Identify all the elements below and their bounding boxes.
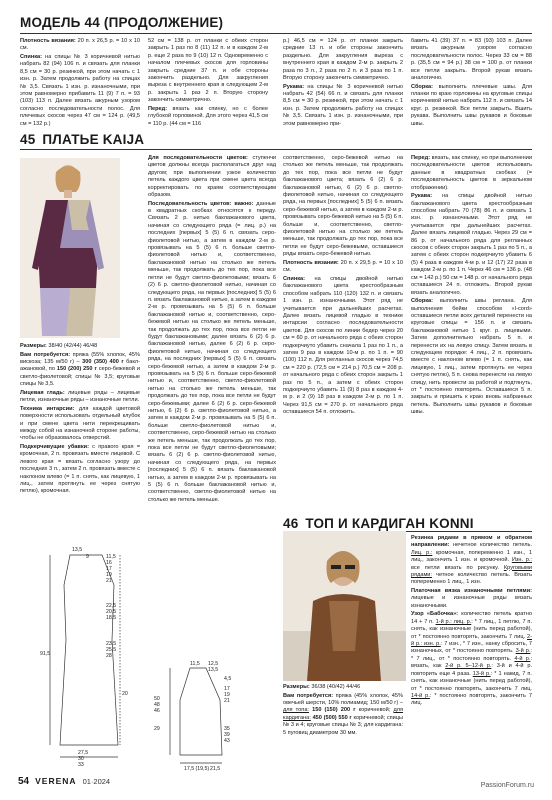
sleeve-schematic bbox=[150, 660, 278, 772]
site-watermark: PassionForum.ru bbox=[480, 782, 534, 789]
section-45-rule bbox=[20, 149, 532, 150]
schematic-dimension-label: 13,5 bbox=[208, 667, 219, 673]
schematic-dimension-label: 35 bbox=[224, 726, 230, 732]
section-44-col-4 bbox=[411, 38, 532, 148]
schematic-dimension-label: 20 bbox=[122, 691, 128, 697]
schematic-dimension-label: 39 bbox=[224, 732, 230, 738]
text-paragraph: Лицевая гладь: лицевые ряды – лицевые петли, изнаночные ряды – изнаночные петли. bbox=[20, 389, 140, 404]
schematic-dimension-label: 21,5 bbox=[210, 766, 221, 772]
text-paragraph: Спинка: на спицы двойной нитью баклажанового цвета крестообразным способом набрать 110 (120) 132 п. и связать 1 изн. р. изнаночными. Этот ряд не учитывается при дальнейших расчетах. Далее вязать лицевой гладью в технике интарсии согласно последовательности цветов. Для скосов по линии бедер через 20 см = 60 р. от начального ряда с обеих сторон подкерчиуто убавить сначала 1 раз по 1 п., а затем 9 раз в каждом 10-м р. по 1 п. = 90 (100) 112 п. Для регланных скосов через 74,5 см = 220 р. (72,5 см = 214 р.) 70,5 см = 208 р. от начального ряда с обеих сторон закрыть 1 раз по 5 п., а затем с обеих сторон подкерчиуто убавить 11 (9) 8 раз в каждом 4-м р. и 2 (9) 18 раз в каждом 2-м р. по 1 п. Через 91,5 см = 270 р. от начального ряда оставшиеся 54 п. отложить. bbox=[283, 275, 403, 416]
section-45-col-3 bbox=[283, 155, 403, 520]
schematic-dimension-label: 27,5 bbox=[78, 750, 89, 756]
text-paragraph: Перед: вязать, как спинку, но при выполнении последовательности цветов использовать данные в квадратных скобках (= последовательность цветов в зеркальном отображении). bbox=[411, 155, 532, 191]
text-paragraph: Для последовательности цветов: ступенчи цветов должны всегда располагаться друг над другом; при выполнении узкое количество петель каждого цвета при смене цвета всегда корректировать по краям соответствующим образом. bbox=[148, 155, 276, 199]
issue-number: 01·2024 bbox=[82, 776, 111, 786]
text-paragraph: Платочная вязка изнаночными петлями: лицевые и изнаночные ряды вязать изнаночными. bbox=[411, 588, 532, 609]
text-paragraph: Плотность вязания: 20 п. х 29,5 р. = 10 х 10 см. bbox=[283, 259, 403, 274]
section-44-title: МОДЕЛЬ 44 (ПРОДОЛЖЕНИЕ) bbox=[20, 15, 224, 30]
section-44-col-2 bbox=[148, 38, 268, 148]
schematic-dimension-label: 16 bbox=[106, 560, 112, 566]
dress-illustration bbox=[20, 158, 120, 338]
text-paragraph: бавить 41 (39) 37 п. = 83 (93) 103 п. Далее вязать ажурным узором согласно последовательности полос. Через 33 см = 88 р. (35,5 см = 94 р.) 38 см = 100 р. от планки все петли закрыть. Второй рукав вязать аналогично. bbox=[411, 38, 532, 82]
schematic-dimension-label: 9 bbox=[86, 554, 89, 560]
text-paragraph: Сборка: выполнить плечевые швы. Для планки по краю горловины на круговые спицы коричневой нитью набрать 112 п. и связать 14 круг. р. резинкой. Все петли закрыть. Вшить рукава. Выполнить швы рукавов и боковые швы. bbox=[411, 83, 532, 127]
text-paragraph: р.) 46,5 см = 124 р. от планки закрыть средние 13 п. и обе стороны закончить раздельно. Для закругления выреза с внутреннего края в каждом 2-м р. закрыть 2 раза по 3 п., 2 раза по 2 п. и 3 раза по 1 п. Вторую сторону закончить симметрично. bbox=[283, 38, 403, 82]
schematic-dimension-label: 30 bbox=[78, 756, 84, 762]
schematic-dimension-label: 12,5 bbox=[208, 661, 219, 667]
text-paragraph: 52 см = 138 р. от планки с обеих сторон закрыть 1 раз по 8 (11) 12 п. и в каждом 2-м р. еще 2 раза по 9 (10) 12 п. Одновременно с началом плечевых скосов для горловины закрыть средние 37 п. и обе стороны закончить раздельно. Для закругления выреза с внутреннего края в следующем 2-м р. закрыть 1 раз 2 п. Вторую сторону закончить симметрично. bbox=[148, 38, 268, 104]
schematic-dimension-label: 11,5 bbox=[106, 554, 116, 560]
schematic-dimension-label: 21 bbox=[224, 698, 230, 704]
section-46-number: 46 bbox=[283, 516, 299, 531]
text-paragraph: Резинка рядами в прямом и обратном направлении: нечетное количество петель. Лиц. р.: кромочная, попеременно 1 изн., 1 лиц., закончить 1 изн. и кромочной. Изн. р.: все петли вязать по рисунку. Круговыми рядами: четное количество петель. Вязать попеременно 1 лиц., 1 изн. bbox=[411, 535, 532, 586]
text-paragraph: Вам потребуется: пряжа (55% хлопок, 45% вискоза; 135 м/50 г) – 300 (350) 400 г баклажановой, по 150 (200) 250 г серо-бежевой и светло-фиолетовой; спицы № 3,5; круговые спицы № 3,5. bbox=[20, 351, 140, 388]
section-46-title: ТОП И КАРДИГАН KONNI bbox=[305, 516, 474, 531]
section-45-col-4 bbox=[411, 155, 532, 520]
schematic-dimension-label: 19 bbox=[224, 692, 230, 698]
text-paragraph: Узор «Бабочка»: количество петель кратно 14 + 7 п. 1-й р.: лиц. р.: * 7 лиц., 1 петлю, 7 п. снять, как изнаночные (нить перед работой), от * постоянно повторять, закончить 7 лиц. 2-й р.: изн. р.: 7 изн., * 7 изн., нанку сбросить, 7 изнаночных, от * постоянно повторять. 3-й р.: * 7 лиц., от * постоянно повторять. 4-й р.: вязать, как 2-й р. 5–12-й р.: 3-й и 4-й р. повторить еще 4 раза. 13-й р.: * 1 накид, 7 п. снять, как изнаночные (нить перед работой), от * постоянно повторять, закончить 7 лиц. 14-й р.: * постоянно повторять, закончить 7 лиц. bbox=[411, 611, 532, 707]
schematic-dimension-label: 21 bbox=[106, 578, 112, 584]
schematic-dimension-label: 43 bbox=[224, 738, 230, 744]
section-46-col-4 bbox=[411, 535, 532, 772]
section-45-left-col bbox=[20, 343, 140, 538]
schematic-dimension-label: 4,5 bbox=[224, 676, 232, 682]
schematic-dimension-label: 28 bbox=[106, 653, 112, 659]
text-paragraph: Перед: вязать как спинку, но с более глубокой горловиной. Для этого через 41,5 см = 110 р. (44 см = 116 bbox=[148, 105, 268, 127]
section-44-col-3 bbox=[283, 38, 403, 148]
schematic-dimension-label: 17 bbox=[106, 566, 112, 572]
top-cardigan-illustration bbox=[283, 531, 406, 681]
section-46-heading bbox=[283, 516, 474, 531]
schematic-dimension-label: 46 bbox=[154, 708, 160, 714]
schematic-dimension-label: 23,5 bbox=[106, 641, 117, 647]
section-45-heading bbox=[20, 132, 144, 147]
schematic-dimension-label: 18,5 bbox=[106, 615, 117, 621]
text-paragraph: Размеры: 36/38 (40/42) 44/46 bbox=[283, 684, 361, 690]
text-paragraph: Рукава: на спицы № 3 коричневой нитью набрать 42 (54) 66 п. и связать для планки 8,5 см = 30 р. резинкой, при этом начать с 1 изн. р. Затем продолжить работу на спицах № 3,5. Связать 1 изн. р. изнаночными, при этом равномерно при- bbox=[283, 83, 403, 127]
text-paragraph: Техника интарсии: для каждой цветовой поверхности использовать отдельный клубок и при смене цвета нити перекрещивать между собой на изнаночной стороне работы, чтобы не образовалось отверстий. bbox=[20, 405, 140, 442]
magazine-name: VERENA bbox=[35, 776, 77, 786]
page-number: 54 bbox=[18, 775, 30, 787]
schematic-dimension-label: 25,5 bbox=[106, 647, 117, 653]
schematic-dimension-label: 91,5 bbox=[40, 651, 51, 657]
schematic-dimension-label: 20,5 bbox=[106, 609, 117, 615]
schematic-dimension-label: 50 bbox=[154, 696, 160, 702]
text-paragraph: Плотность вязания: 20 п. х 26,5 р. = 10 х 10 см. bbox=[20, 38, 140, 52]
section-45-title: ПЛАТЬЕ KAIJA bbox=[42, 132, 145, 147]
text-paragraph: Последовательность цветов: важно: данные в квадратных скобках относятся к переду. Связать 2 р. нитью баклажанового цвета, начиная со следующего ряда (= лиц. р.) на последних [первых] 5 (5) 6 п. связать серо-фиолетовой нитью, а затем в каждом 2-м р. провязывать на 5 (5) 6 п. больше светло-фиолетовой нитью и, соответственно, баклажановой нитью на столько же петель меньше, так продолжать до тех пор, пока все петли не будут светло-фиолетовыми; вязать 6 (2) 6 р. светло-фиолетовой нитью, начиная со следующего ряда, на первых [последних] 5 (5) 6 п. вязать баклажановой нитью, а затем в каждом 2-м р. провязывать на 5 (5) 6 п. больше баклажановой нитью и, соответственно, серо-бежевой нитью на столько же петель меньше, так продолжать до тех пор, пока все петли не будут баклажановыми; далее вязать 6 (2) 6 р. баклажановой нитью, далее 6 (2) 6 р. серо-фиолетовой нитью, начиная со следующего ряда, на последних [первых] 5 (5) 6 п. связать серо-бежевой нитью, а затем в каждом 2-м р. провязывать на 5 (5) 6 п. больше серо-бежевой нитью и, соответственно, светло-фиолетовой нитью на столько же петель меньше, так продолжать до тех пор, пока все петли не будут серо-бежевыми; далее 6 (2) 6 р. серо-бежевой нитью, 6 (2) 6 р. светло-фиолетовой нитью, а затем в каждом 2-м р. провязывать на 5 (5) 6 п. больше светло-фиолетовой нитью и, соответственно, серо-бежевой нитью на столько же петель меньше, так продолжать до тех пор, пока все петли не будут светло-фиолетовыми; вязать 6 (2) 6 р. светло-фиолетовой нитью, начиная со следующего ряда, на первых [последних] 5 (5) 6 п. вязать баклажановой нитью, а затем в каждом 2-м р. провязывать на 5 (5) 6 п. больше баклажановой нитью и, соответственно, светло-фиолетовой нитью на столько же петель меньше. bbox=[148, 200, 276, 503]
page-footer bbox=[18, 774, 110, 788]
text-paragraph: Вам потребуется: пряжа (45% хлопок, 45% овечьей шерсти, 10% полиамид; 150 м/50 г) – для топа: 150 (150) 200 г коричневой; для кардигана: 450 (500) 550 г коричневой; спицы № 3 и 4; круговые спицы № 3; для кардигана: 5 пуговиц диаметром 30 мм. bbox=[283, 692, 403, 736]
dress-photo bbox=[20, 158, 120, 338]
schematic-dimension-label: 33 bbox=[78, 762, 84, 768]
text-paragraph: соответственно, серо-бежевой нитью на столько же петель меньше, так продолжать до тех пор, пока все петли не будут баклажанового цвета; вязать 6 (2) 6 р. баклажановой нитью, 6 (2) 6 р. светло-фиолетовой нитью, начиная со следующего ряда, на первых [последних] 5 (5) 6 п. вязать серо-бежевой нитью, а затем в каждом 2-м р. провязывать серо-бежевой нитью на 5 (5) 6 п. больше и, соответственно, светло-фиолетовой нитью на столько же петель меньше, так продолжать до тех пор, пока все петли не будут серо-бежевыми, оставшиеся ряды вязать серо-бежевой нитью. bbox=[283, 155, 403, 258]
text-paragraph: Рукава: на спицы двойной нитью баклажанового цвета крестообразным способом набрать 70 (78) 86 п. и связать 1 изн. р. изнаночными. Этот ряд не учитывается при дальнейших расчетах. Далее вязать лицевой гладью. Через 29 см = 86 р. от начального ряда для регланных скосов с обеих сторон закрыть 1 раз по 5 п., а затем с обеих сторон подкерчиуто убавить 6 (5) 4 раза в каждом 4-м р. и 12 (17) 22 раза в каждом 2-м р. по 1 п. Через 46 см = 136 р. (48 см = 142 р.) 50 см = 148 р. от начального ряда оставшиеся 24 п. отложить. Второй рукав вязать аналогично. bbox=[411, 193, 532, 296]
schematic-dimension-label: 17,5 (19,5) bbox=[184, 766, 210, 772]
schematic-dimension-label: 48 bbox=[154, 702, 160, 708]
schematic-dimension-label: 13,5 bbox=[72, 547, 83, 553]
schematic-dimension-label: 17 bbox=[224, 686, 230, 692]
section-45-number: 45 bbox=[20, 132, 36, 147]
schematic-dimension-label: 29 bbox=[154, 726, 160, 732]
text-paragraph: Размеры: 38/40 (42/44) 46/48 bbox=[20, 343, 98, 349]
section-44-heading bbox=[20, 15, 223, 30]
section-46-intro bbox=[283, 684, 403, 772]
text-paragraph: Спинка: на спицы № 3 коричневой нитью набрать 82 (94) 106 п. и связать для планки 8,5 см = 30 р. резинкой, при этом начать с 1 изн. р. Затем продолжить работу на спицах № 3,5. Связать 1 изн. р. изнаночными, при этом равномерно прибавить 11 (9) 7 п. = 93 (103) 113 п. Далее вязать ажурным узором согласно последовательности полос. Для плечевых скосов через 47 см = 124 р. (49,5 см = 132 р.) bbox=[20, 54, 140, 127]
top-cardigan-photo bbox=[283, 531, 406, 681]
section-44-rule bbox=[20, 33, 532, 34]
text-paragraph: Подкерчивущие убавки: с правого края = кромочная, 2 п. провязать вместе лицевой. С левого края = вязать согласно узору до последних 3 п., затем 2 п. провязать вместе с наклоном влево (= 1 п. снять, как лицевую, 1 лиц., затем протянуть ее через снятую петлю), кромочная. bbox=[20, 444, 140, 495]
dress-schematic bbox=[20, 545, 145, 773]
text-paragraph: Сборка: выполнить швы реглана. Для выполнения бейки способом «I-cord» оставшиеся петли всех деталей перенести на круговые спицы = 156 п. и связать баклажановой нитью 1 круг. р. лицевыми. Затем дополнительно набрать 5 п. и перенести их на левую спицу. Затем вязать в следующем порядке: 4 лиц., 2 п. провязать вместе с наклоном влево (= 1 п. снять, как лицевую, 1 лиц., затем протянуть ее через снятую петлю), 5 п. снова перенести на левую спицу, нить провести за работой и подтянуть, от * постоянно повторять. Оставшиеся 5 п. закрыть и пришить к краю вновь набранных петель. Выполнить швы рукавов и боковые швы. bbox=[411, 298, 532, 416]
schematic-dimension-label: 19 bbox=[106, 572, 112, 578]
schematic-dimension-label: 22,5 bbox=[106, 603, 117, 609]
schematic-dimension-label: 11,5 bbox=[190, 661, 200, 667]
